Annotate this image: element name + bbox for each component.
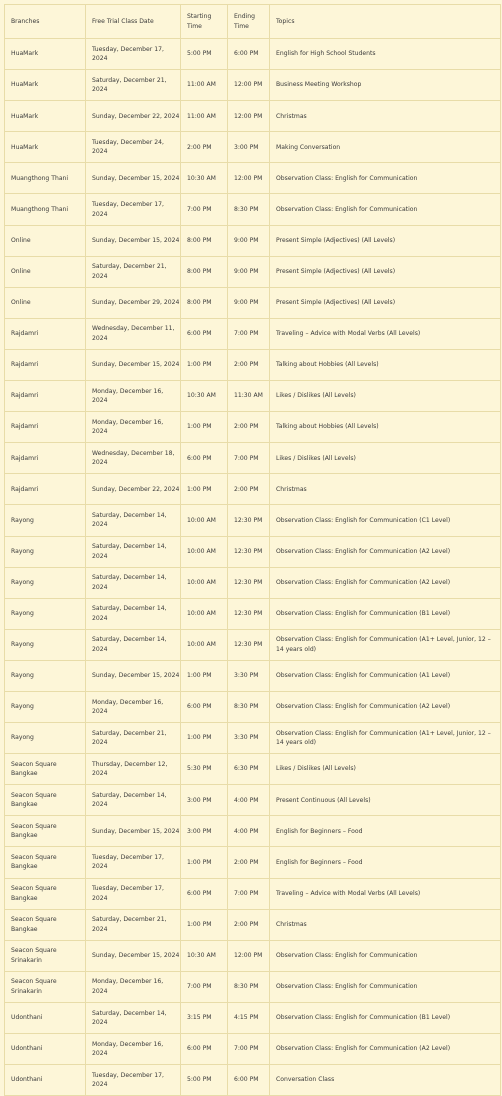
cell-start-time: 1:00 PM (181, 349, 228, 380)
cell-end-time: 8:30 PM (228, 194, 270, 225)
cell-topic: Observation Class: English for Communication (270, 163, 501, 194)
table-row (5, 878, 501, 909)
cell-topic: Observation Class: English for Communication (C1 Level) (270, 505, 501, 536)
cell-date: Wednesday, December 11, 2024 (86, 318, 181, 349)
table-row (5, 598, 501, 629)
cell-end-time: 4:00 PM (228, 816, 270, 847)
cell-topic: Observation Class: English for Communication (270, 194, 501, 225)
cell-date: Sunday, December 15, 2024 (86, 660, 181, 691)
cell-start-time: 6:00 PM (181, 318, 228, 349)
cell-start-time: 6:00 PM (181, 691, 228, 722)
cell-start-time: 10:00 AM (181, 567, 228, 598)
table-body (5, 39, 501, 1096)
cell-topic: Likes / Dislikes (All Levels) (270, 381, 501, 412)
cell-branch: Rayong (5, 723, 86, 754)
table-row (5, 1034, 501, 1065)
cell-start-time: 5:00 PM (181, 39, 228, 70)
cell-topic: Conversation Class (270, 1065, 501, 1096)
cell-end-time: 2:00 PM (228, 909, 270, 940)
cell-topic: Present Simple (Adjectives) (All Levels) (270, 225, 501, 256)
cell-branch: Seacon Square Bangkae (5, 816, 86, 847)
cell-end-time: 2:00 PM (228, 412, 270, 443)
table-row (5, 225, 501, 256)
cell-start-time: 7:00 PM (181, 194, 228, 225)
header-date: Free Trial Class Date (86, 5, 181, 39)
cell-start-time: 6:00 PM (181, 443, 228, 474)
cell-date: Sunday, December 15, 2024 (86, 225, 181, 256)
cell-date: Monday, December 16, 2024 (86, 412, 181, 443)
cell-end-time: 12:00 PM (228, 70, 270, 101)
cell-branch: Seacon Square Srinakarin (5, 940, 86, 971)
cell-end-time: 12:30 PM (228, 505, 270, 536)
cell-branch: Online (5, 287, 86, 318)
cell-date: Saturday, December 14, 2024 (86, 505, 181, 536)
cell-start-time: 1:00 PM (181, 412, 228, 443)
cell-date: Saturday, December 14, 2024 (86, 536, 181, 567)
cell-end-time: 6:00 PM (228, 1065, 270, 1096)
cell-topic: Observation Class: English for Communication (A2 Level) (270, 567, 501, 598)
cell-end-time: 4:00 PM (228, 785, 270, 816)
cell-branch: Seacon Square Bangkae (5, 847, 86, 878)
cell-date: Thursday, December 12, 2024 (86, 754, 181, 785)
table-header (5, 5, 501, 39)
cell-topic: Making Conversation (270, 132, 501, 163)
cell-topic: Traveling – Advice with Modal Verbs (All Levels) (270, 878, 501, 909)
cell-date: Tuesday, December 17, 2024 (86, 847, 181, 878)
cell-start-time: 10:00 AM (181, 598, 228, 629)
cell-start-time: 5:00 PM (181, 1065, 228, 1096)
cell-start-time: 5:30 PM (181, 754, 228, 785)
cell-topic: Present Simple (Adjectives) (All Levels) (270, 287, 501, 318)
cell-date: Sunday, December 15, 2024 (86, 349, 181, 380)
cell-start-time: 1:00 PM (181, 723, 228, 754)
cell-date: Saturday, December 21, 2024 (86, 70, 181, 101)
cell-branch: Rajdamri (5, 381, 86, 412)
cell-end-time: 2:00 PM (228, 847, 270, 878)
table-row (5, 505, 501, 536)
cell-end-time: 3:30 PM (228, 660, 270, 691)
table-row (5, 349, 501, 380)
cell-end-time: 3:30 PM (228, 723, 270, 754)
cell-date: Tuesday, December 17, 2024 (86, 194, 181, 225)
cell-date: Tuesday, December 17, 2024 (86, 39, 181, 70)
cell-topic: Observation Class: English for Communication (A2 Level) (270, 536, 501, 567)
cell-date: Monday, December 16, 2024 (86, 1034, 181, 1065)
cell-end-time: 8:30 PM (228, 971, 270, 1002)
table-row (5, 132, 501, 163)
table-row (5, 474, 501, 505)
cell-branch: Rajdamri (5, 474, 86, 505)
cell-topic: English for Beginners – Food (270, 847, 501, 878)
cell-date: Sunday, December 22, 2024 (86, 101, 181, 132)
cell-branch: Online (5, 256, 86, 287)
cell-date: Tuesday, December 17, 2024 (86, 1065, 181, 1096)
cell-topic: Christmas (270, 909, 501, 940)
cell-topic: Observation Class: English for Communication (270, 971, 501, 1002)
table-row (5, 256, 501, 287)
cell-date: Tuesday, December 24, 2024 (86, 132, 181, 163)
table-row (5, 194, 501, 225)
table-row (5, 101, 501, 132)
cell-end-time: 3:00 PM (228, 132, 270, 163)
cell-end-time: 7:00 PM (228, 443, 270, 474)
cell-topic: Business Meeting Workshop (270, 70, 501, 101)
cell-start-time: 8:00 PM (181, 225, 228, 256)
cell-start-time: 10:30 AM (181, 940, 228, 971)
cell-end-time: 12:30 PM (228, 629, 270, 660)
cell-start-time: 11:00 AM (181, 101, 228, 132)
cell-branch: Udonthani (5, 1065, 86, 1096)
cell-branch: Rajdamri (5, 412, 86, 443)
table-row (5, 287, 501, 318)
cell-start-time: 10:00 AM (181, 536, 228, 567)
cell-topic: Observation Class: English for Communication (A1+ Level, Junior, 12 – 14 years old) (270, 629, 501, 660)
cell-start-time: 1:00 PM (181, 660, 228, 691)
cell-branch: Seacon Square Bangkae (5, 754, 86, 785)
cell-date: Saturday, December 14, 2024 (86, 629, 181, 660)
cell-branch: Rayong (5, 629, 86, 660)
cell-end-time: 12:30 PM (228, 567, 270, 598)
cell-branch: Udonthani (5, 1034, 86, 1065)
cell-date: Saturday, December 14, 2024 (86, 785, 181, 816)
cell-branch: Rajdamri (5, 349, 86, 380)
cell-start-time: 1:00 PM (181, 474, 228, 505)
cell-end-time: 7:00 PM (228, 318, 270, 349)
cell-topic: Observation Class: English for Communication (A2 Level) (270, 1034, 501, 1065)
header-row (5, 5, 501, 39)
cell-end-time: 12:00 PM (228, 101, 270, 132)
cell-end-time: 7:00 PM (228, 878, 270, 909)
cell-date: Tuesday, December 17, 2024 (86, 878, 181, 909)
cell-branch: Rajdamri (5, 443, 86, 474)
cell-topic: Present Continuous (All Levels) (270, 785, 501, 816)
cell-date: Saturday, December 21, 2024 (86, 723, 181, 754)
cell-date: Saturday, December 21, 2024 (86, 909, 181, 940)
cell-date: Sunday, December 22, 2024 (86, 474, 181, 505)
cell-start-time: 10:00 AM (181, 505, 228, 536)
cell-end-time: 2:00 PM (228, 349, 270, 380)
cell-date: Wednesday, December 18, 2024 (86, 443, 181, 474)
cell-branch: HuaMark (5, 70, 86, 101)
cell-branch: Rajdamri (5, 318, 86, 349)
table-row (5, 754, 501, 785)
cell-topic: Christmas (270, 474, 501, 505)
table-row (5, 1065, 501, 1096)
cell-topic: Traveling – Advice with Modal Verbs (All Levels) (270, 318, 501, 349)
cell-topic: Likes / Dislikes (All Levels) (270, 754, 501, 785)
table-row (5, 785, 501, 816)
cell-end-time: 12:00 PM (228, 163, 270, 194)
cell-date: Monday, December 16, 2024 (86, 381, 181, 412)
cell-topic: English for Beginners – Food (270, 816, 501, 847)
cell-topic: Talking about Hobbies (All Levels) (270, 412, 501, 443)
cell-topic: Observation Class: English for Communication (A1 Level) (270, 660, 501, 691)
cell-topic: Likes / Dislikes (All Levels) (270, 443, 501, 474)
table-row (5, 629, 501, 660)
cell-branch: HuaMark (5, 39, 86, 70)
cell-topic: Observation Class: English for Communication (B1 Level) (270, 598, 501, 629)
table-row (5, 723, 501, 754)
cell-branch: Seacon Square Bangkae (5, 878, 86, 909)
cell-start-time: 6:00 PM (181, 878, 228, 909)
table-row (5, 163, 501, 194)
cell-end-time: 8:30 PM (228, 691, 270, 722)
cell-date: Monday, December 16, 2024 (86, 971, 181, 1002)
cell-date: Saturday, December 21, 2024 (86, 256, 181, 287)
cell-end-time: 4:15 PM (228, 1002, 270, 1033)
table-row (5, 567, 501, 598)
cell-branch: Muangthong Thani (5, 194, 86, 225)
cell-topic: English for High School Students (270, 39, 501, 70)
cell-branch: Rayong (5, 505, 86, 536)
header-branches: Branches (5, 5, 86, 39)
cell-date: Sunday, December 29, 2024 (86, 287, 181, 318)
cell-start-time: 2:00 PM (181, 132, 228, 163)
cell-topic: Observation Class: English for Communication (270, 940, 501, 971)
header-starting-time: Starting Time (181, 5, 228, 39)
cell-start-time: 8:00 PM (181, 256, 228, 287)
cell-branch: Rayong (5, 660, 86, 691)
table-row (5, 1002, 501, 1033)
cell-start-time: 11:00 AM (181, 70, 228, 101)
cell-end-time: 6:00 PM (228, 39, 270, 70)
cell-end-time: 9:00 PM (228, 256, 270, 287)
cell-start-time: 1:00 PM (181, 909, 228, 940)
cell-start-time: 8:00 PM (181, 287, 228, 318)
cell-start-time: 1:00 PM (181, 847, 228, 878)
cell-date: Monday, December 16, 2024 (86, 691, 181, 722)
cell-branch: HuaMark (5, 132, 86, 163)
free-trial-schedule-table (4, 4, 501, 1096)
table-row (5, 70, 501, 101)
cell-date: Sunday, December 15, 2024 (86, 163, 181, 194)
cell-topic: Observation Class: English for Communication (A2 Level) (270, 691, 501, 722)
cell-date: Saturday, December 14, 2024 (86, 598, 181, 629)
table-row (5, 971, 501, 1002)
table-row (5, 940, 501, 971)
header-ending-time: Ending Time (228, 5, 270, 39)
cell-date: Sunday, December 15, 2024 (86, 816, 181, 847)
table-row (5, 691, 501, 722)
cell-end-time: 9:00 PM (228, 225, 270, 256)
cell-branch: Online (5, 225, 86, 256)
cell-date: Saturday, December 14, 2024 (86, 567, 181, 598)
cell-start-time: 10:30 AM (181, 381, 228, 412)
table-row (5, 536, 501, 567)
cell-branch: Seacon Square Bangkae (5, 909, 86, 940)
table-row (5, 443, 501, 474)
cell-branch: Rayong (5, 598, 86, 629)
cell-end-time: 7:00 PM (228, 1034, 270, 1065)
table-row (5, 660, 501, 691)
cell-branch: Rayong (5, 536, 86, 567)
cell-end-time: 6:30 PM (228, 754, 270, 785)
cell-end-time: 12:30 PM (228, 536, 270, 567)
cell-branch: Seacon Square Srinakarin (5, 971, 86, 1002)
table-row (5, 39, 501, 70)
cell-end-time: 12:30 PM (228, 598, 270, 629)
cell-branch: Rayong (5, 567, 86, 598)
cell-start-time: 7:00 PM (181, 971, 228, 1002)
cell-end-time: 2:00 PM (228, 474, 270, 505)
cell-topic: Talking about Hobbies (All Levels) (270, 349, 501, 380)
table-row (5, 381, 501, 412)
cell-topic: Observation Class: English for Communication (B1 Level) (270, 1002, 501, 1033)
cell-start-time: 6:00 PM (181, 1034, 228, 1065)
cell-start-time: 3:00 PM (181, 785, 228, 816)
table-row (5, 847, 501, 878)
cell-end-time: 12:00 PM (228, 940, 270, 971)
cell-topic: Observation Class: English for Communication (A1+ Level, Junior, 12 – 14 years old) (270, 723, 501, 754)
table-row (5, 412, 501, 443)
cell-start-time: 3:15 PM (181, 1002, 228, 1033)
cell-branch: Udonthani (5, 1002, 86, 1033)
cell-branch: Seacon Square Bangkae (5, 785, 86, 816)
header-topics: Topics (270, 5, 501, 39)
cell-topic: Present Simple (Adjectives) (All Levels) (270, 256, 501, 287)
cell-start-time: 10:00 AM (181, 629, 228, 660)
cell-end-time: 9:00 PM (228, 287, 270, 318)
cell-date: Sunday, December 15, 2024 (86, 940, 181, 971)
cell-topic: Christmas (270, 101, 501, 132)
cell-branch: Muangthong Thani (5, 163, 86, 194)
cell-end-time: 11:30 AM (228, 381, 270, 412)
cell-start-time: 3:00 PM (181, 816, 228, 847)
cell-start-time: 10:30 AM (181, 163, 228, 194)
table-row (5, 816, 501, 847)
table-row (5, 318, 501, 349)
cell-branch: HuaMark (5, 101, 86, 132)
table-row (5, 909, 501, 940)
cell-branch: Rayong (5, 691, 86, 722)
cell-date: Saturday, December 14, 2024 (86, 1002, 181, 1033)
